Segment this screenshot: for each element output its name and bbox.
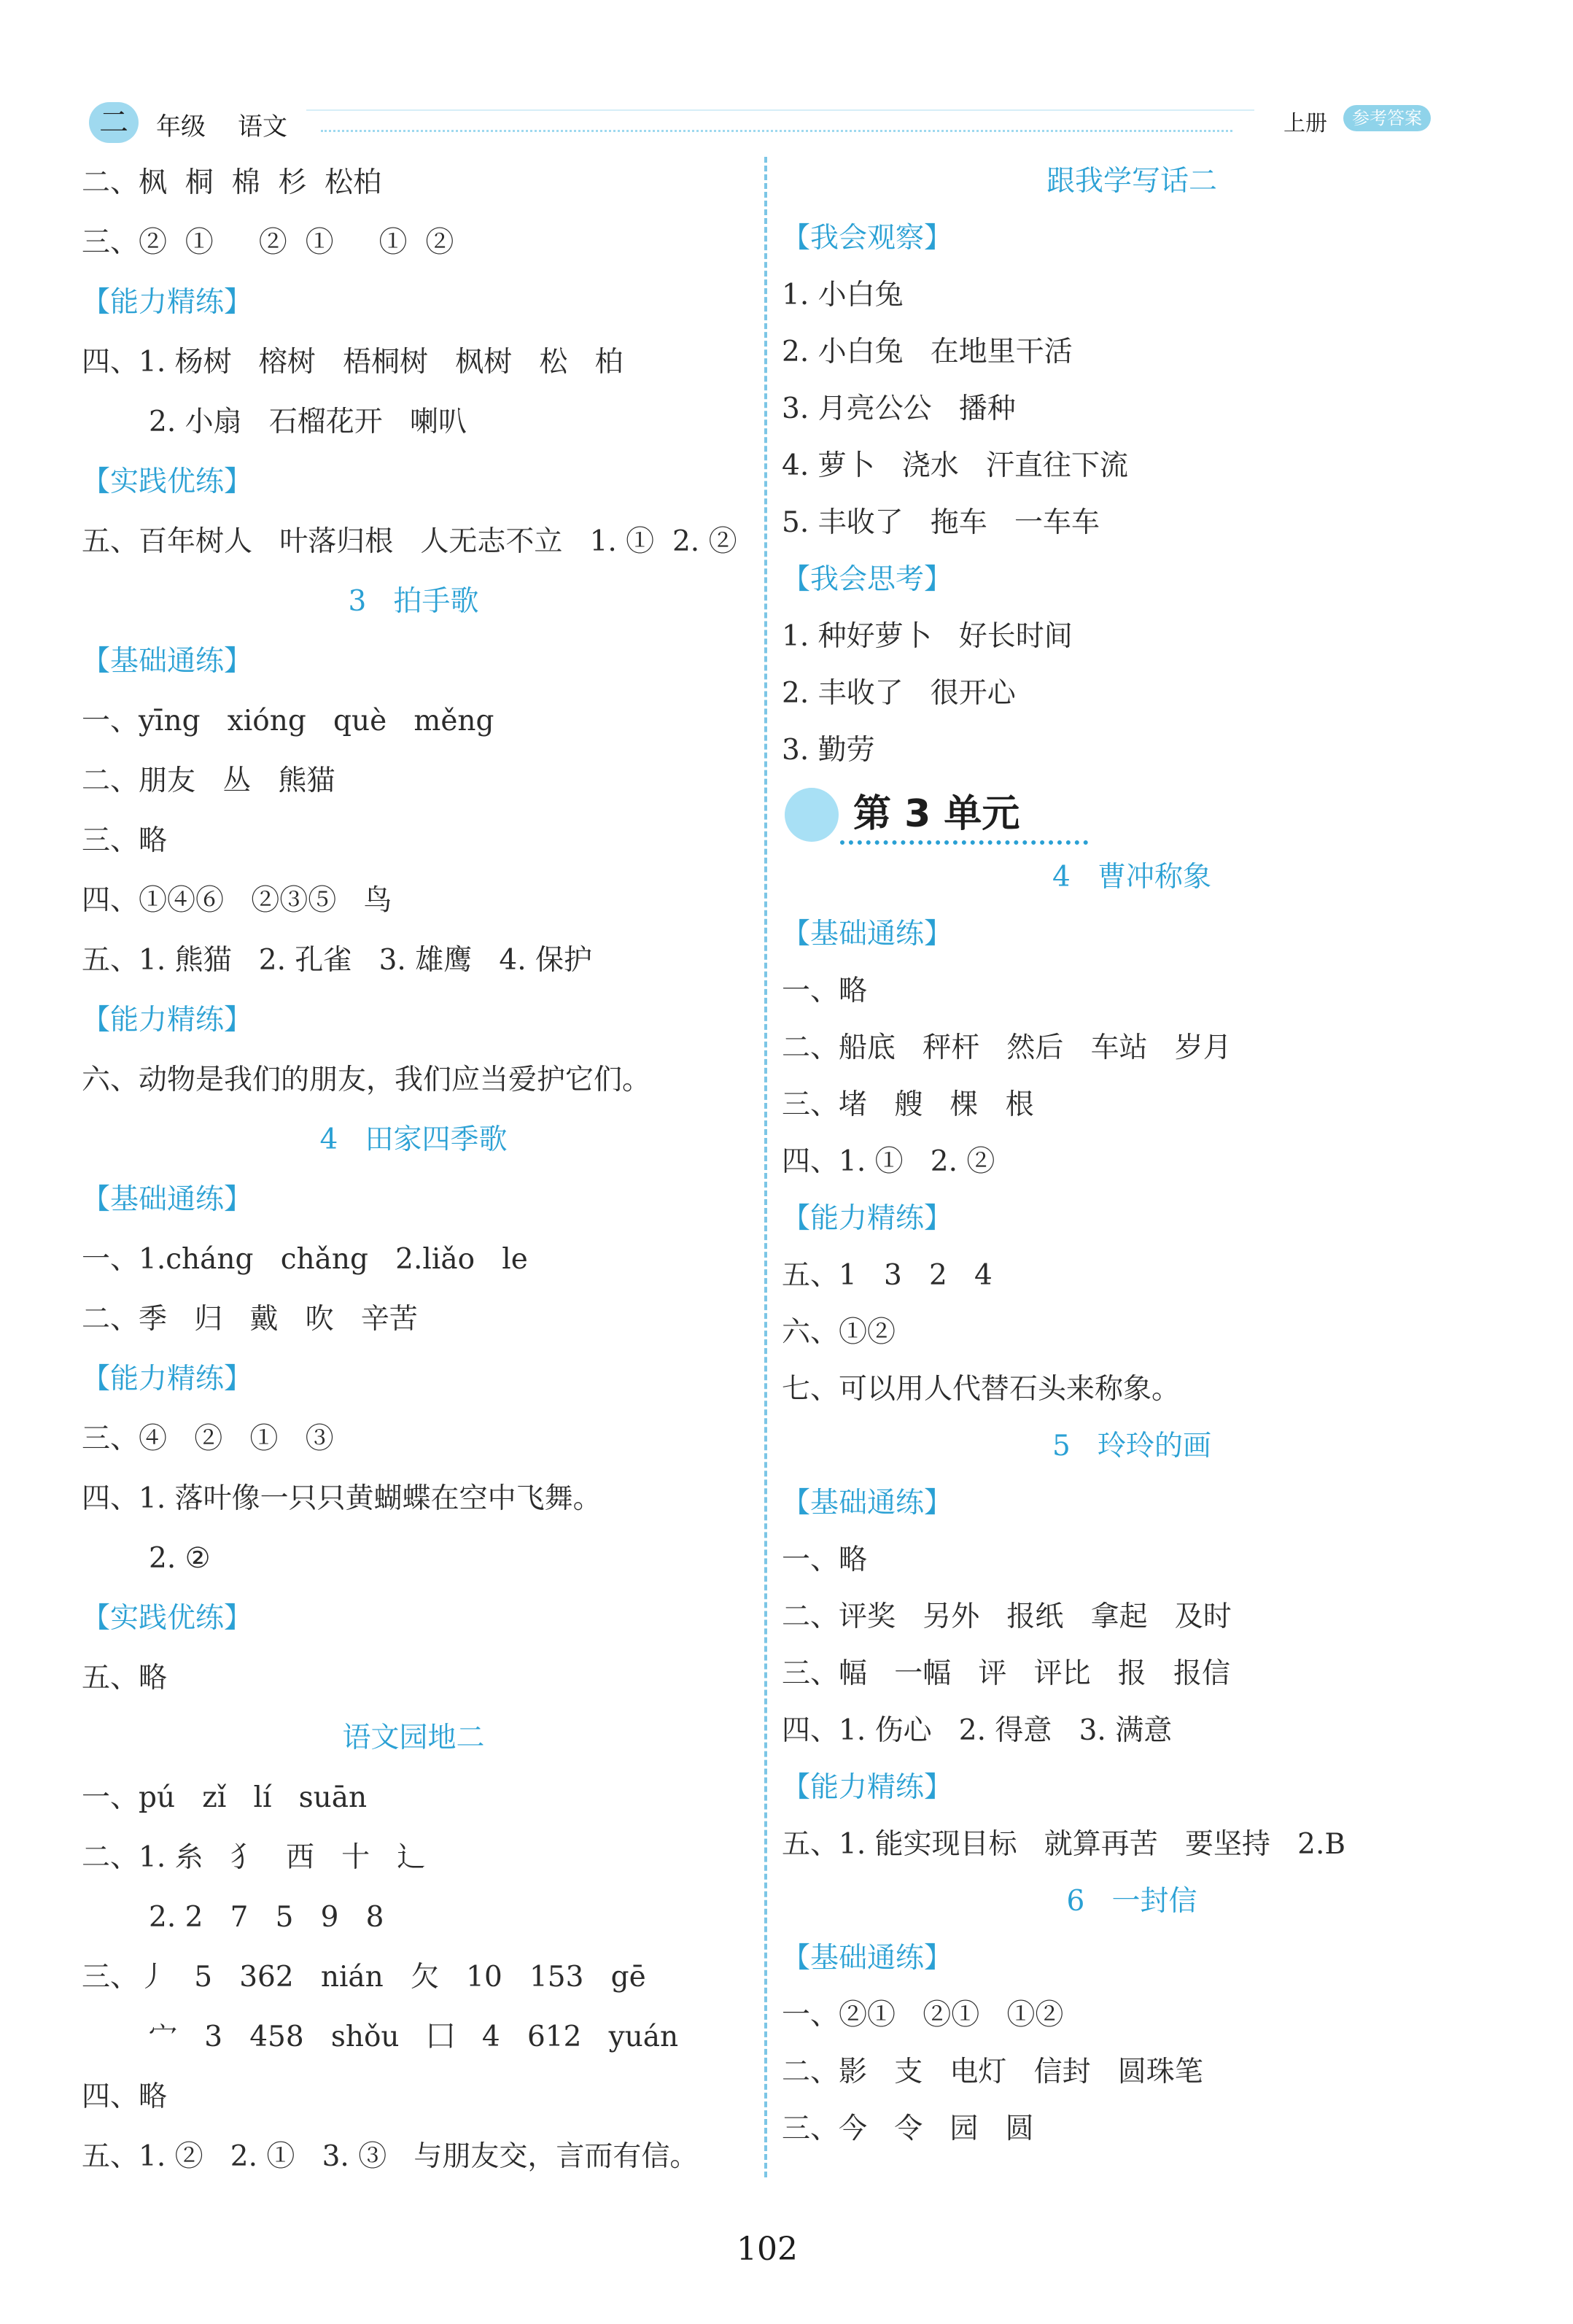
answer-line: 二、枫 桐 棉 杉 松柏 xyxy=(82,166,382,199)
answer-line: 四、①④⑥ ②③⑤ 鸟 xyxy=(82,884,392,917)
page-header xyxy=(0,0,1573,160)
answer-line: 五、1. ② 2. ① 3. ③ 与朋友交，言而有信。 xyxy=(82,2140,699,2173)
answer-line: 一、yīng xióng què měng xyxy=(82,705,494,737)
unit-circle-icon xyxy=(785,788,839,842)
answer-line: 三、丿 5 362 nián 欠 10 153 gē xyxy=(82,1961,646,1994)
right-column-top xyxy=(782,153,1482,779)
answer-line: 一、略 xyxy=(782,1543,868,1576)
answer-subline: 2. 小扇 石榴花开 喇叭 xyxy=(149,406,467,438)
lesson-title: 3 拍手歌 xyxy=(348,585,479,618)
answer-line: 3. 月亮公公 播种 xyxy=(782,392,1016,425)
answer-line: 七、可以用人代替石头来称象。 xyxy=(782,1373,1181,1406)
answer-line: 三、堵 艘 棵 根 xyxy=(782,1088,1034,1121)
answer-line: 一、pú zǐ lí suān xyxy=(82,1781,368,1814)
lesson-title: 4 曹冲称象 xyxy=(1052,861,1211,894)
unit-heading-text: 第 3 单元 xyxy=(853,792,1020,836)
answer-line: 二、船底 秤杆 然后 车站 岁月 xyxy=(782,1031,1232,1064)
answer-line: 二、1. 糸 犭 西 十 辶 xyxy=(82,1841,426,1874)
answer-line: 三、④ ② ① ③ xyxy=(82,1422,334,1455)
answer-subline: 2. ② xyxy=(149,1542,211,1575)
answer-line: 二、朋友 丛 熊猫 xyxy=(82,764,335,797)
section-label: 【我会思考】 xyxy=(782,563,953,596)
answer-line: 三、今 令 园 圆 xyxy=(782,2112,1034,2145)
answer-line: 1. 小白兔 xyxy=(782,279,904,311)
lesson-title: 4 田家四季歌 xyxy=(319,1123,508,1156)
column-divider xyxy=(764,157,767,2177)
left-column xyxy=(82,153,745,2187)
answer-line: 四、1. 伤心 2. 得意 3. 满意 xyxy=(782,1714,1173,1747)
unit-dotted-underline xyxy=(840,840,1088,845)
answer-line: 二、评奖 另外 报纸 拿起 及时 xyxy=(782,1600,1232,1633)
unit-heading xyxy=(782,779,1482,849)
answer-line: 五、百年树人 叶落归根 人无志不立 1. ① 2. ② xyxy=(82,525,737,558)
answer-line: 五、1 3 2 4 xyxy=(782,1259,993,1292)
grade-badge: 二 xyxy=(89,102,139,143)
answer-line: 六、动物是我们的朋友，我们应当爱护它们。 xyxy=(82,1064,651,1096)
section-label: 【基础通练】 xyxy=(782,1487,953,1519)
answer-line: 六、①② xyxy=(782,1316,896,1349)
subject-label: 语文 xyxy=(238,112,287,142)
answer-line: 五、1. 熊猫 2. 孔雀 3. 雄鹰 4. 保护 xyxy=(82,944,593,977)
answer-line: 4. 萝卜 浇水 汗直往下流 xyxy=(782,449,1128,482)
right-column xyxy=(782,153,1482,2158)
page-number: 102 xyxy=(737,2231,798,2268)
grade-label: 年级 xyxy=(156,112,206,142)
answer-line: 一、1.cháng chǎng 2.liǎo le xyxy=(82,1243,528,1276)
answer-line: 3. 勤劳 xyxy=(782,734,875,767)
answer-line: 2. 丰收了 很开心 xyxy=(782,677,1016,710)
section-label: 【基础通练】 xyxy=(82,1183,253,1216)
section-label: 【能力精练】 xyxy=(82,286,253,319)
right-column-bottom xyxy=(782,849,1482,2158)
volume-label: 上册 xyxy=(1283,111,1327,136)
section-label: 【能力精练】 xyxy=(82,1363,253,1395)
section-label: 【能力精练】 xyxy=(82,1004,253,1037)
section-label: 【基础通练】 xyxy=(82,645,253,678)
answer-line: 三、略 xyxy=(82,824,168,857)
section-label: 【基础通练】 xyxy=(782,1942,953,1975)
answer-line: 四、1. 落叶像一只只黄蝴蝶在空中飞舞。 xyxy=(82,1482,602,1515)
answer-line: 四、略 xyxy=(82,2080,168,2113)
lesson-title: 6 一封信 xyxy=(1066,1885,1197,1918)
lesson-title: 跟我学写话二 xyxy=(1046,165,1217,198)
section-label: 【能力精练】 xyxy=(782,1771,953,1804)
answer-line: 1. 种好萝卜 好长时间 xyxy=(782,620,1073,653)
answer-line: 二、影 支 电灯 信封 圆珠笔 xyxy=(782,2056,1203,2088)
answer-line: 三、幅 一幅 评 评比 报 报信 xyxy=(782,1657,1230,1690)
answer-line: 五、略 xyxy=(82,1662,168,1694)
answer-line: 5. 丰收了 拖车 一车车 xyxy=(782,506,1100,539)
answer-subline: 2. 2 7 5 9 8 xyxy=(149,1901,384,1934)
section-label: 【实践优练】 xyxy=(82,1602,253,1635)
header-top-rule xyxy=(306,109,1254,111)
section-label: 【基础通练】 xyxy=(782,918,953,950)
lesson-title: 语文园地二 xyxy=(342,1721,485,1754)
answer-line: 2. 小白兔 在地里干活 xyxy=(782,336,1073,368)
answer-line: 四、1. 杨树 榕树 梧桐树 枫树 松 柏 xyxy=(82,346,624,379)
answer-line: 一、②① ②① ①② xyxy=(782,1999,1064,2031)
section-label: 【我会观察】 xyxy=(782,222,953,255)
answer-subline: 宀 3 458 shǒu 囗 4 612 yuán xyxy=(149,2021,679,2053)
section-label: 【能力精练】 xyxy=(782,1202,953,1235)
answer-tag: 参考答案 xyxy=(1343,105,1431,131)
answer-line: 一、略 xyxy=(782,975,868,1007)
answer-line: 五、1. 能实现目标 就算再苦 要坚持 2.B xyxy=(782,1828,1346,1861)
lesson-title: 5 玲玲的画 xyxy=(1052,1430,1211,1463)
section-label: 【实践优练】 xyxy=(82,465,253,498)
answer-line: 四、1. ① 2. ② xyxy=(782,1145,995,1178)
answer-line: 三、② ① ② ① ① ② xyxy=(82,226,454,259)
header-dotted-rule xyxy=(321,130,1232,132)
answer-line: 二、季 归 戴 吹 辛苦 xyxy=(82,1303,418,1336)
